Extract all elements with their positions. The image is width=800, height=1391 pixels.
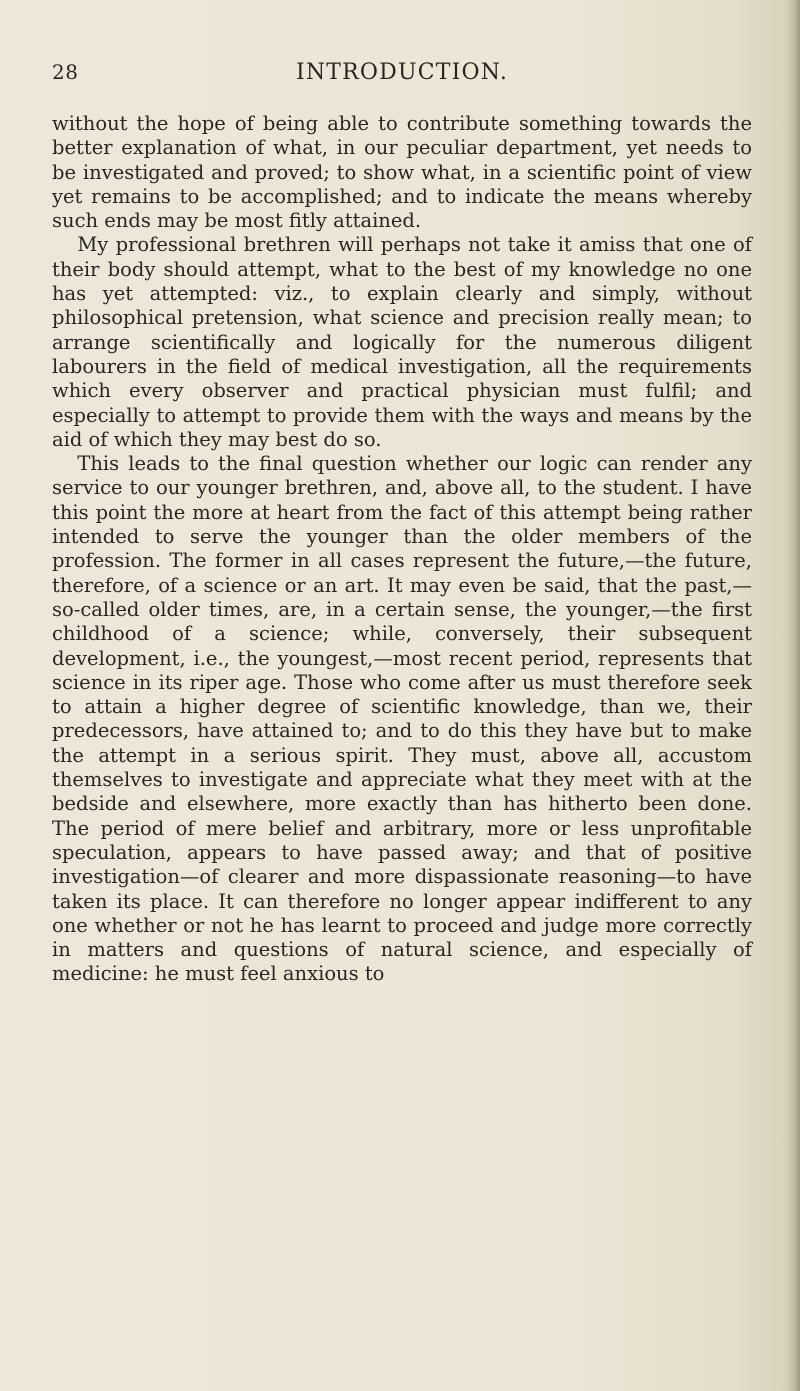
page-edge-shadow [786, 0, 800, 1391]
paragraph-professional-brethren: My professional brethren will perhaps not take it amiss that one of their body should attempt, what to the best of my knowledge no one has yet attempted: viz., to explain clearly and simply, without philosophical pretension, what science and precision really mean; to arrange scientifically and logically for the numerous diligent labourers in the field of medical investigation, all the requirements which every observer and practical physician must fulfil; and especially to attempt to provide them with the ways and means by the aid of which they may best do so. [52, 233, 752, 451]
running-title: INTRODUCTION. [295, 60, 509, 85]
page-header [52, 60, 752, 100]
body-text [52, 112, 752, 987]
paragraph-continuation: without the hope of being able to contribute something towards the better explanation of what, in our peculiar department, yet needs to be investigated and proved; to show what, in a scientific point of view yet remains to be accomplished; and to indicate the means whereby such ends may be most fitly attained. [52, 112, 752, 233]
page-number: 28 [52, 60, 79, 84]
paragraph-final-question: This leads to the final question whether our logic can render any service to our younger brethren, and, above all, to the student. I have this point the more at heart from the fact of this attempt being rather intended to serve the younger than the older members of the profession. The former in all cases represent the future,—the future, therefore, of a science or an art. It may even be said, that the past,—so-called older times, are, in a certain sense, the younger,—the first childhood of a science; while, conversely, their subsequent development, i.e., the youngest,—most recent period, represents that science in its riper age. Those who come after us must therefore seek to attain a higher degree of scientific knowledge, than we, their predecessors, have attained to; and to do this they have but to make the attempt in a serious spirit. They must, above all, accustom themselves to investigate and appreciate what they meet with at the bedside and elsewhere, more exactly than has hitherto been done. The period of mere belief and arbitrary, more or less unprofitable speculation, appears to have passed away; and that of positive investigation—of clearer and more dispassionate reasoning—to have taken its place. It can therefore no longer appear indifferent to any one whether or not he has learnt to proceed and judge more correctly in matters and questions of natural science, and especially of medicine: he must feel anxious to [52, 452, 752, 986]
